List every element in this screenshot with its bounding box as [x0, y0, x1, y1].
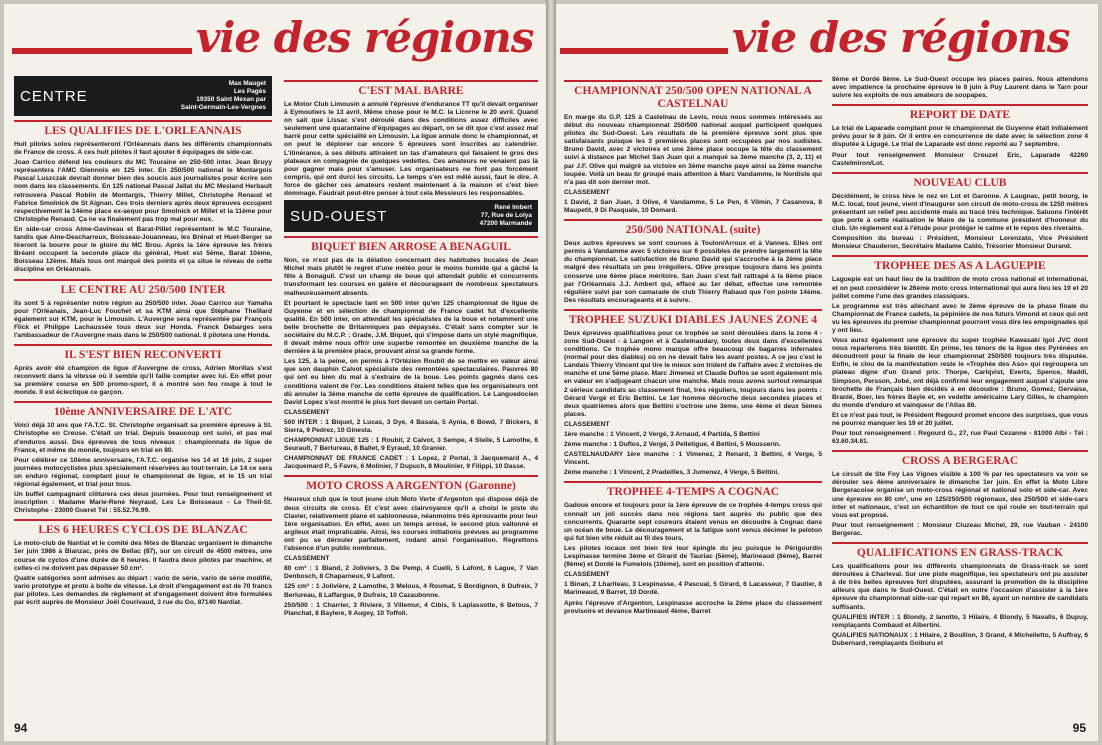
article-paragraph: Laguepie est un haut lieu de la tradition de moto cross national et international, et on peut considérer le 26ème moto cross international qui aura lieu les 19 et 20 juillet comme l'une des grandes classiques.: [832, 276, 1088, 300]
region-correspondent-box: [14, 76, 272, 116]
article-paragraph: Composition du bureau : Président, Monsieur Lorenzato, Vice Président Monsieur Chauderon, Secrétaire Madame Caldo, Trésorier Monsieur Durand.: [832, 235, 1088, 251]
article: [564, 309, 822, 478]
article-paragraph: Deux épreuves qualificatives pour ce trophée se sont déroulées dans la zone 4 - zone Sud-Ouest - à Langon et à Castelnaudary, toutes deux dans d'excellentes conditions. Ce trophée mono marque offre beaucoup de bagarres infernales (normal pour des diables) où on ne devait faire les avant postes. A ce jeu c'est le Landais Thierry Vincent qui tire le mieux son trident de l'affaire avec 2 victoires de manche et une 5ème place. Marc Jimenez et Claude Duflos se sont également mis en valeur en s'adjugeant chacun une manche. Mais nous avons surtout remarqué 2 sérieux candidats au classement final, très réguliers, toujours dans les points : Gérard Vergé et Eric Bettini. Le 1er homme décroche deux secondes places et deux quatrièmes alors que Bettini s'octroie une 3ème, une 4ème et deux 5èmes places.: [564, 329, 822, 418]
article-title: TROPHEE 4-TEMPS A COGNAC: [564, 481, 822, 499]
article-paragraph: CLASSEMENT: [284, 555, 330, 563]
article-title: NOUVEAU CLUB: [832, 172, 1088, 190]
article-paragraph: Pour tout renseignement : Monsieur Cluzeau Michel, 29, rue Vauban - 24100 Bergerac.: [832, 521, 1088, 537]
section-title: vie des régions: [192, 12, 537, 64]
header-rule: [560, 48, 730, 54]
right-page-column-2: [832, 76, 1088, 701]
article-paragraph: En marge du G.P. 125 à Castelnau de Levis, nous nous sommes intéressés au début du nouveau championnat 250/500 national auquel participent quelques pilotes du Sud-Ouest. Les résultats de la première épreuve sont plus que satisfaisants puisque les 3 premières places sont occupées par nos sudistes. Bruno David, avec 2 victoires et une 2ème place occupe la tête du classement suivi à distance par Michel San Juan qui a manqué sa 3ème manche (3, 2, 11) et par J.F. Olive qui malgré sa victoire en 3ème manche paye ainsi sa 2ème manche loupée. Voilà un beau tir groupé mais attention à Marc Vandamme, le Nordiste qui n'a pas dit son dernier mot.: [564, 114, 822, 186]
article-paragraph: Les 125, à la peine, on permis à l'Ortézien Roubit de se mettre en valeur ainsi que son dauphin Calvot spécialiste des remontées spectaculaires. Pauvres 80 qui ont eu bien du mal à s'extraire de la boue. Les points gagnés dans ces conditions valent de l'or. Les conditions étaient telles que les organisateurs ont dû annuler la 3ème manche de cette épreuve de qualification. Le Languedocien David Lopez s'est montré le plus fort devant un certain Portal.: [284, 358, 538, 406]
article-paragraph: Après l'épreuve d'Argenton, Lespinasse accroche la 2ème place du classement provisoire et devance Martineaud 4ème, Barret: [564, 599, 822, 615]
article-paragraph: Quatre catégories sont admises au départ : vario de série, vario de série modifié, vario prototype et proto à boîte de vitesse. Le droit d'engagement est de 70 francs par pilotes. Les demandes de règlement et d'engagement doivent être formulées par écrit auprès de Monsieur Joël Courivaud, 3 rue du Go, 87140 Nantiat.: [14, 574, 272, 607]
article-paragraph: 250/500 : 1 Charrier, 3 Riviere, 3 Villemur, 4 Cibis, 5 Laplassotte, 6 Betous, 7 Planchat, 8 Baylere, 9 Augey, 10 Toffoli.: [284, 601, 538, 617]
article-title: QUALIFICATIONS EN GRASS-TRACK: [832, 542, 1088, 560]
article: [14, 401, 272, 515]
article: [832, 104, 1088, 167]
left-page-header: [4, 12, 546, 68]
article-title: TROPHEE DES AS A LAGUEPIE: [832, 255, 1088, 273]
article-title: CHAMPIONNAT 250/500 OPEN NATIONAL A CASTELNAU: [564, 80, 822, 111]
article-paragraph: Huit pilotes solos représenteront l'Orléannais dans les différents championnats de France de cross. A ces huit pilotes il faut ajouter 6 équipages de side-car.: [14, 141, 272, 157]
right-page-column-1: [564, 76, 822, 701]
article: [284, 236, 538, 471]
page-number: 95: [1072, 721, 1086, 735]
article-paragraph: Décidément, le cross lève le nez en Lot et Garonne. A Laugnac, petit bourg, le M.C. local, tout jeune, vient d'inaugurer son circuit de moto-cross de 1250 mètres présentant un relief peu accidenté mais au tracé très technique. Saluons l'intérêt que porte à cette réalisation le Maire de la commune président d'honneur du club. Un règlement est à l'étude pour protéger le calme et le repos des riverains.: [832, 192, 1088, 233]
article-title: BIQUET BIEN ARROSE A BENAGUIL: [284, 236, 538, 254]
article-paragraph: Vous aurez également une épreuve du super trophée Kawasaki Igol JVC dont nous reparlerons très bientôt. En prime, les ténors de la ligue des Pyrénées en découdront pour la finale de leur championnat 250/500 toujours très disputée. Enfin, le clou de la manifestation reste le «Trophée des Aso» qui regroupera un plateau digne d'un Grand prix. Thorpe, Carlqvist, Everts, Spence, Maddi, Simpson, Persson, Jobé, ont déjà confirmé leur engagement auquel s'ajoute une brochette de Français bien décidés à en découdre : Bruno, Gomez, Gervaise, Branlé, Boer, les frères Bayle et, en vedette américaine Lary Gilles, le champion du monde d'enduro et vainqueur de l'Atlas 86.: [832, 337, 1088, 409]
page-number: 94: [14, 721, 28, 735]
address-line: 47200 Marmande: [479, 220, 532, 228]
article-title: LES QUALIFIES DE L'ORLEANNAIS: [14, 120, 272, 138]
article: [832, 172, 1088, 252]
article-paragraph: Gadoue encore et toujours pour la 1ère épreuve de ce trophée 4-temps cross qui connait un joli succès dans nos régions tant auprès du public que des concurrents. Quarante sept coureurs étaient venus en découdre à Cognac dans un océan de boue. Le découragement et la fatigue sont venus décimer le peloton qui fut bien vite réduit au fil des tours.: [564, 502, 822, 542]
address-line: Max Mauget: [228, 80, 266, 87]
article: [832, 255, 1088, 446]
article-paragraph: CHAMPIONNAT LIGUE 125 : 1 Roubit, 2 Calvot, 3 Sempe, 4 Stelle, 5 Lamothe, 6 Seurault, 7 Berlureau, 8 Ballet, 9 Eyraud, 10 Granier.: [284, 437, 538, 453]
region-name: CENTRE: [20, 87, 88, 105]
article: [14, 120, 272, 275]
address-line: Saint-Germain-Les-Vergnes: [180, 104, 266, 111]
article-paragraph: QUALIFIES INTER : 1 Blondy, 2 Ianotto, 3 Hilaire, 4 Blondy, 5 Navalls, 6 Dupuy, remplaçants Combaud et Albertini.: [832, 613, 1088, 629]
article-paragraph: Pour célébrer ce 10ème anniversaire, l'A.T.C. organise les 14 et 16 juin, 2 super journées motocyclistes plus spécialement réservées au tout-terrain. Le 14 ce sera un enduro régional, comptant pour le championnat de ligue, et le 15 un trial régional également, et trial pour tous.: [14, 456, 272, 488]
article-paragraph: En side-car cross Aime-Gavineau et Barat-Pillet représentent le M.C Touraine, tandis que Aine-Descharreux, Boisseau-Jouanneau, les Brénat et Huet-Berger se tireront la bourre pour le gloire du MC Brou. Après la 1ère épreuve les frères Bréant occupent la seconde place du général, Huet est 5ème, Barat 10ème, Boisseau 12ème. Mais tous ont marqué des points et ça situe le niveau de cette discipline en Orléannais.: [14, 225, 272, 274]
article-paragraph: Non, ce n'est pas de la délation concernant des habitudes bucales de Jean Michel mais plutôt le regret d'une météo pour le moins humide qui a gâché la fête à Bonaguil. C'est un champ de boue qui attendait public et concurrents transformant les courses en galère et décourageant de nombreux spectateurs malheureusement absents.: [284, 257, 538, 297]
article-paragraph: QUALIFIES NATIONAUX : 1 Hilaire, 2 Boullion, 3 Grand, 4 Michelletto, 5 Auffray, 6 Dubernard, remplaçants Goiburu et: [832, 631, 1088, 647]
address-line: Les Pagès: [233, 88, 266, 95]
article-paragraph: CLASSEMENT: [284, 408, 330, 416]
article-paragraph: Pour tout renseignement : Regourd G., 27, rue Paul Cezanne - 81000 Albi - Tél : 63.60.34.61.: [832, 430, 1088, 446]
article-title: CROSS A BERGERAC: [832, 450, 1088, 468]
article: [284, 80, 538, 198]
article: [564, 481, 822, 615]
left-page-column-1: [14, 76, 272, 701]
article-paragraph: Voici déjà 10 ans que l'A.T.C. St. Christophe organisait sa première épreuve à St. Christophe en Creuse. C'était un trial. Depuis beaucoup ont suivi, et pas mal d'enduros aussi. Des épreuves de tous niveaux : championnats de ligue de France, et même du monde, toujours en trial en 80.: [14, 422, 272, 454]
article-paragraph: 1 Binan, 2 Lhariteau, 3 Lespinasse, 4 Pascual, 5 Girard, 6 Lacasseur, 7 Gautier, 8 Marineaud, 9 Barret, 10 Dordé.: [564, 581, 822, 597]
article-paragraph: Les pilotes locaux ont bien tiré leur épingle du jeu puisque le Périgourdin Lespinasse termine 3ème et Girard de Tauriac (5ème), Marineaud (8ème), Barret (9ème) et Dordé le Fumelois (10ème), sont en position d'attente.: [564, 544, 822, 569]
article-paragraph: Et pourtant le spectacle tant en 500 inter qu'en 125 championnat de ligue de Guyenne et en sélection de championnat de France cadet fut d'excellente qualité. En 500 inter, on attendait les spécialistes de la boue et notamment une belle brochette de Britanniques pas dépaysés. C'était sans compter sur le sociétaire du M.C.P. : Grade, J.M. Biquet, qui s'impose dans un style magnifique. Il devait même nous offrir une superbe remontée en deuxième manche de la dernière à la première place, prouvant ainsi sa grande forme.: [284, 299, 538, 356]
article-paragraph: CLASSEMENT: [564, 188, 610, 196]
region-name: SUD-OUEST: [290, 207, 388, 225]
article-paragraph: Le circuit de Ste Foy Les Vignes visible à 100 % par les spectateurs va voir se dérouler ses 4ème anniversaire le dimanche 1er juin. En effet la Moto Libre Bergeracoise organise un moto-cross régional et national solo et side-car. Avec une épreuve en 80 cm³, une en 125/250/500 régionaux, des 250/500 et side-cars inter et nationaux, c'est un échantillon de tout ce qui roule en tout-terrain qui vous est proposé.: [832, 471, 1088, 519]
article-title: IL S'EST BIEN RECONVERTI: [14, 344, 272, 362]
article-title: LE CENTRE AU 250/500 INTER: [14, 279, 272, 297]
article-paragraph: 2ème manche : 1 Vincent, 2 Pradeilles, 3 Jumenez, 4 Verge, 5 Bettini.: [564, 469, 780, 477]
correspondent-address: [181, 80, 266, 112]
article-paragraph: Et ce n'est pas tout, le Président Regourd promet encore des surprises, que vous ne pourrez manquer les 19 et 20 juillet.: [832, 411, 1088, 427]
article-paragraph: Le moto-club de Nantiat et le comité des fêtes de Blanzac organisent le dimanche 1er juin 1986 à Blanzac, près de Bellac (87), sur un circuit de 4500 mètres, une course de cyclos d'une durée de 6 heures. Il faudra deux pilotes par machine, et celles-ci ne doivent pas dépasser 50 cm³.: [14, 540, 272, 572]
article-paragraph: Joao Carrico défend les couleurs du MC Touraine en 250-500 inter. Jean Bruyy représentera l'AMC Giennois en 125 inter. En 250/500 national le Montargois Pascal Luszczak devrait donner bien des soucis aux journalistes pour écrire son nom dans les classements. En 125 national Pascal Jallat du MC Mesland Herbault retrouvera Pascal Roblin de Montargis, Thierry Millet, Christophe Renaud et Fabrice Smolnick de St Aignan. Ces trois derniers après deux épreuves occupent respectivement la 14ème place ex-aequo pour Smolnick et Millet et la 11ème pour Christophe Renaud. Ça ne va finalement pas trop mal pour eux.: [14, 159, 272, 223]
article-paragraph: Les qualifications pour les différents championnats de Grass-track se sont déroulées à Charleval. Sur une piste magnifique, les spectateurs ont pu assister à de très belles épreuves fort disputées, assurant la promotion de la discipline ailleurs que dans le Sud-Ouest. C'était en outre l'occasion d'assister à la 1ère épreuve du championnat side-car qui repart en 86, ayant un nombre de candidats suffisants.: [832, 563, 1088, 611]
article-paragraph: CASTELNAUDARY 1ère manche : 1 Vimenez, 2 Renard, 3 Bettini, 4 Verge, 5 Vincent.: [564, 451, 822, 467]
header-rule: [12, 48, 192, 54]
article-paragraph: CHAMPIONNAT DE FRANCE CADET : 1 Lopez, 2 Portal, 3 Jacquemard A., 4 Jacquemard P., 5 Favre, 6 Molinier, 7 Dupuch, 8 Moulinier, 9 Filippi, 10 Dasse.: [284, 455, 538, 471]
address-line: 77, Rue de Lolya: [480, 212, 532, 220]
article: [564, 80, 822, 215]
article-paragraph: Un buffet campagnard clôturera ces deux journées. Pour tout renseignement et inscription : Madame Marie-René Neyraud, Les Le Boisseaux - Le Theil-St. Christophe - 23000 Gueret Tél : 55.52.76.99.: [14, 491, 272, 515]
section-title: vie des régions: [728, 12, 1073, 64]
article: [14, 519, 272, 607]
article-paragraph: 8ème et Dordé 8ème. Le Sud-Ouest occupe les places paires. Nous attendons avec impatience la prochaine épreuve le 8 juin à Puy Laurent dans le Tarn pour suivre les exploits de nos amateurs de soupapes.: [832, 76, 1088, 100]
left-page: [4, 4, 546, 741]
article-paragraph: 80 cm³ : 1 Bland, 2 Joliviers, 3 De Pemp, 4 Cuelli, 5 Lafont, 6 Lague, 7 Van Denbosch, 8 Chaparneux, 9 Lafont.: [284, 565, 538, 581]
article: [564, 219, 822, 305]
article: [284, 475, 538, 617]
spine-gutter: [546, 0, 556, 745]
article-paragraph: 1 David, 2 San Juan, 3 Olive, 4 Vandamme, 5 Le Pen, 6 Vilmin, 7 Casanova, 8 Maupetit, 9 Di Pasquale, 10 Domard.: [564, 198, 822, 215]
article-paragraph: CLASSEMENT: [564, 420, 610, 428]
article-paragraph: 125 cm³ : 1 Jolivière, 2 Lamothe, 3 Melous, 4 Roumat, 5 Bordignon, 6 Dufreix, 7 Berlureau, 8 Laffargue, 9 Dufreix, 10 Cazaubonne.: [284, 583, 538, 599]
article-paragraph: Le programme est très alléchant avec le 2ème épreuve de la phase finale du Championnat de France cadets, la pépinière de nos futurs Vimond et ceux qui ont vu les épreuves du premier championnat pourront vous dire les empoignades qui y ont lieu.: [832, 302, 1088, 334]
article: [14, 279, 272, 340]
address-line: 19350 Saint Mexan par: [196, 96, 266, 103]
right-page: [556, 4, 1098, 741]
right-page-header: [556, 12, 1098, 68]
article-title: C'EST MAL BARRE: [284, 80, 538, 98]
correspondent-address: [480, 204, 532, 228]
article-paragraph: Ils sont 5 à représenter notre région au 250/500 inter. Joao Carrico sur Yamaha pour l'Orléanais, Jean-Luc Fouchet et sa KTM ainsi que Stéphane Theillard également sur KTM, pour le Limousin. L'Auvergne sera représentée par François Flick et Philippe Lachaussée tous deux sur Honda. Franck Debarges sera l'ambassadeur de l'Auvergne mais dans le 250/500 national. Il pilotera une Honda.: [14, 299, 272, 339]
article-title: 250/500 NATIONAL (suite): [564, 219, 822, 237]
article-paragraph: Pour tout renseignement Monsieur Crouzet Eric, Laparade 42260 Castelmiron/Lot.: [832, 151, 1088, 167]
article: [832, 450, 1088, 538]
article: [832, 76, 1088, 100]
article-title: TROPHEE SUZUKI DIABLES JAUNES ZONE 4: [564, 309, 822, 327]
article-title: REPORT DE DATE: [832, 104, 1088, 122]
left-page-column-2: [284, 76, 538, 701]
article-paragraph: Le Motor Club Limousin a annulé l'épreuve d'endurance TT qu'il devait organiser à Eymoutiers le 13 avril. Même chose pour le M.C. la Licorne le 20 avril. Quand on sait que Lissac s'est déroulé dans des conditions assez difficiles avec seulement une quarantaine d'équipages au départ, on se dit que c'est assez mal barré pour cette spécialité en Limousin. La ligue annule donc le championnat, et on peut le déplorer car encore 5 épreuves sont inscrites au calendrier. L'itinérance, à ses débuts attiraient un tas d'amateurs qui faisaient le gros des plateaux en compagnie de quelques vedettes. Ces amateurs ne venaient pas là pour gagner mais pour s'amuser. Les organisateurs ne font pas forcément compris, qui ont durci les circuits. Le temps s'en est mêlé aussi, faut le dire. A force de gâcher ces amateurs restent maintenant à la maison et c'est bien dommage. Faudrait peut-être penser à tout cela Messieurs les responsables.: [284, 101, 538, 198]
region-correspondent-box: [284, 200, 538, 232]
article-paragraph: Après avoir été champion de ligue d'Auvergne de cross, Adrien Morillas s'est reconverti dans la vitesse où il semble qu'il faille compter avec lui. En effet pour sa première course en 500 promo-sport, il a montré son feu rouge à tout le monde. Il est éclectique ce garçon.: [14, 364, 272, 397]
article-paragraph: 500 INTER : 1 Biquet, 2 Lucas, 3 Dye, 4 Basaia, 5 Aynia, 6 Bowd, 7 Bickers, 8 Sierra, 9 Pedrez, 10 Ginesta.: [284, 418, 538, 434]
article-paragraph: CLASSEMENT: [564, 571, 610, 579]
address-line: René Imbert: [494, 204, 532, 212]
article: [14, 344, 272, 397]
article-title: LES 6 HEURES CYCLOS DE BLANZAC: [14, 519, 272, 537]
article-title: 10ème ANNIVERSAIRE DE L'ATC: [14, 401, 272, 419]
article-paragraph: Heureux club que le tout jeune club Moto Verte d'Argenton qui dispose déjà de deux circuits de cross. Et c'est avec clairvoyance qu'il a choisi le piste du Clavier, relativement plane et sablonneuse, néanmoins très éprouvante pour leur 1ère organisation. En effet, avec un temps arrosé, le second plus vallonné et argileux était impraticable. Ainsi, les courses initiations prévues au programme ont pu se dérouler parfaitement, rodant ainsi l'organisation. Regrettons l'absence d'un public nombreux.: [284, 496, 538, 553]
article-paragraph: Le trial de Laparade comptant pour le championnat de Guyenne était initialement prévu pour le 8 juin. Or il entre en concurrence de date avec le sélection zone 4 disputée à Ligugé. Le trial de Laparade est donc reporté au 7 septembre.: [832, 125, 1088, 149]
article-title: MOTO CROSS A ARGENTON (Garonne): [284, 475, 538, 493]
article: [832, 542, 1088, 648]
article-paragraph: Deux autres épreuves se sont courues à Toulon/Arroux et à Vannes. Elles ont permis à Vandamme avec 5 victoires sur 6 possibles de prendre largement la tête du championnat. Le satisfaction de Bruno David qui s'accroche à la 2ème place malgré des résultats un peu irréguliers. Olive presque toujours dans les points conserve une 6ème place méritoire. San Juan s'est fait rattrapé à la 8ème place par l'Orléannais J.J. Ambert qui, effacé au 1er débat, effectue une remontée régulière suivi par son camarade de club Thierry Rabaud que l'on pointe 14ème. Des résultats encourageants et à suivre.: [564, 240, 822, 304]
article-paragraph: 1ère manche : 1 Vincent, 2 Vergé, 3 Arnaud, 4 Partida, 5 Bettini: [564, 431, 760, 438]
article-paragraph: 2ème manche : 1 Duflos, 2 Vergé, 3 Pelletigue, 4 Bettini, 5 Mousserin.: [564, 441, 781, 449]
